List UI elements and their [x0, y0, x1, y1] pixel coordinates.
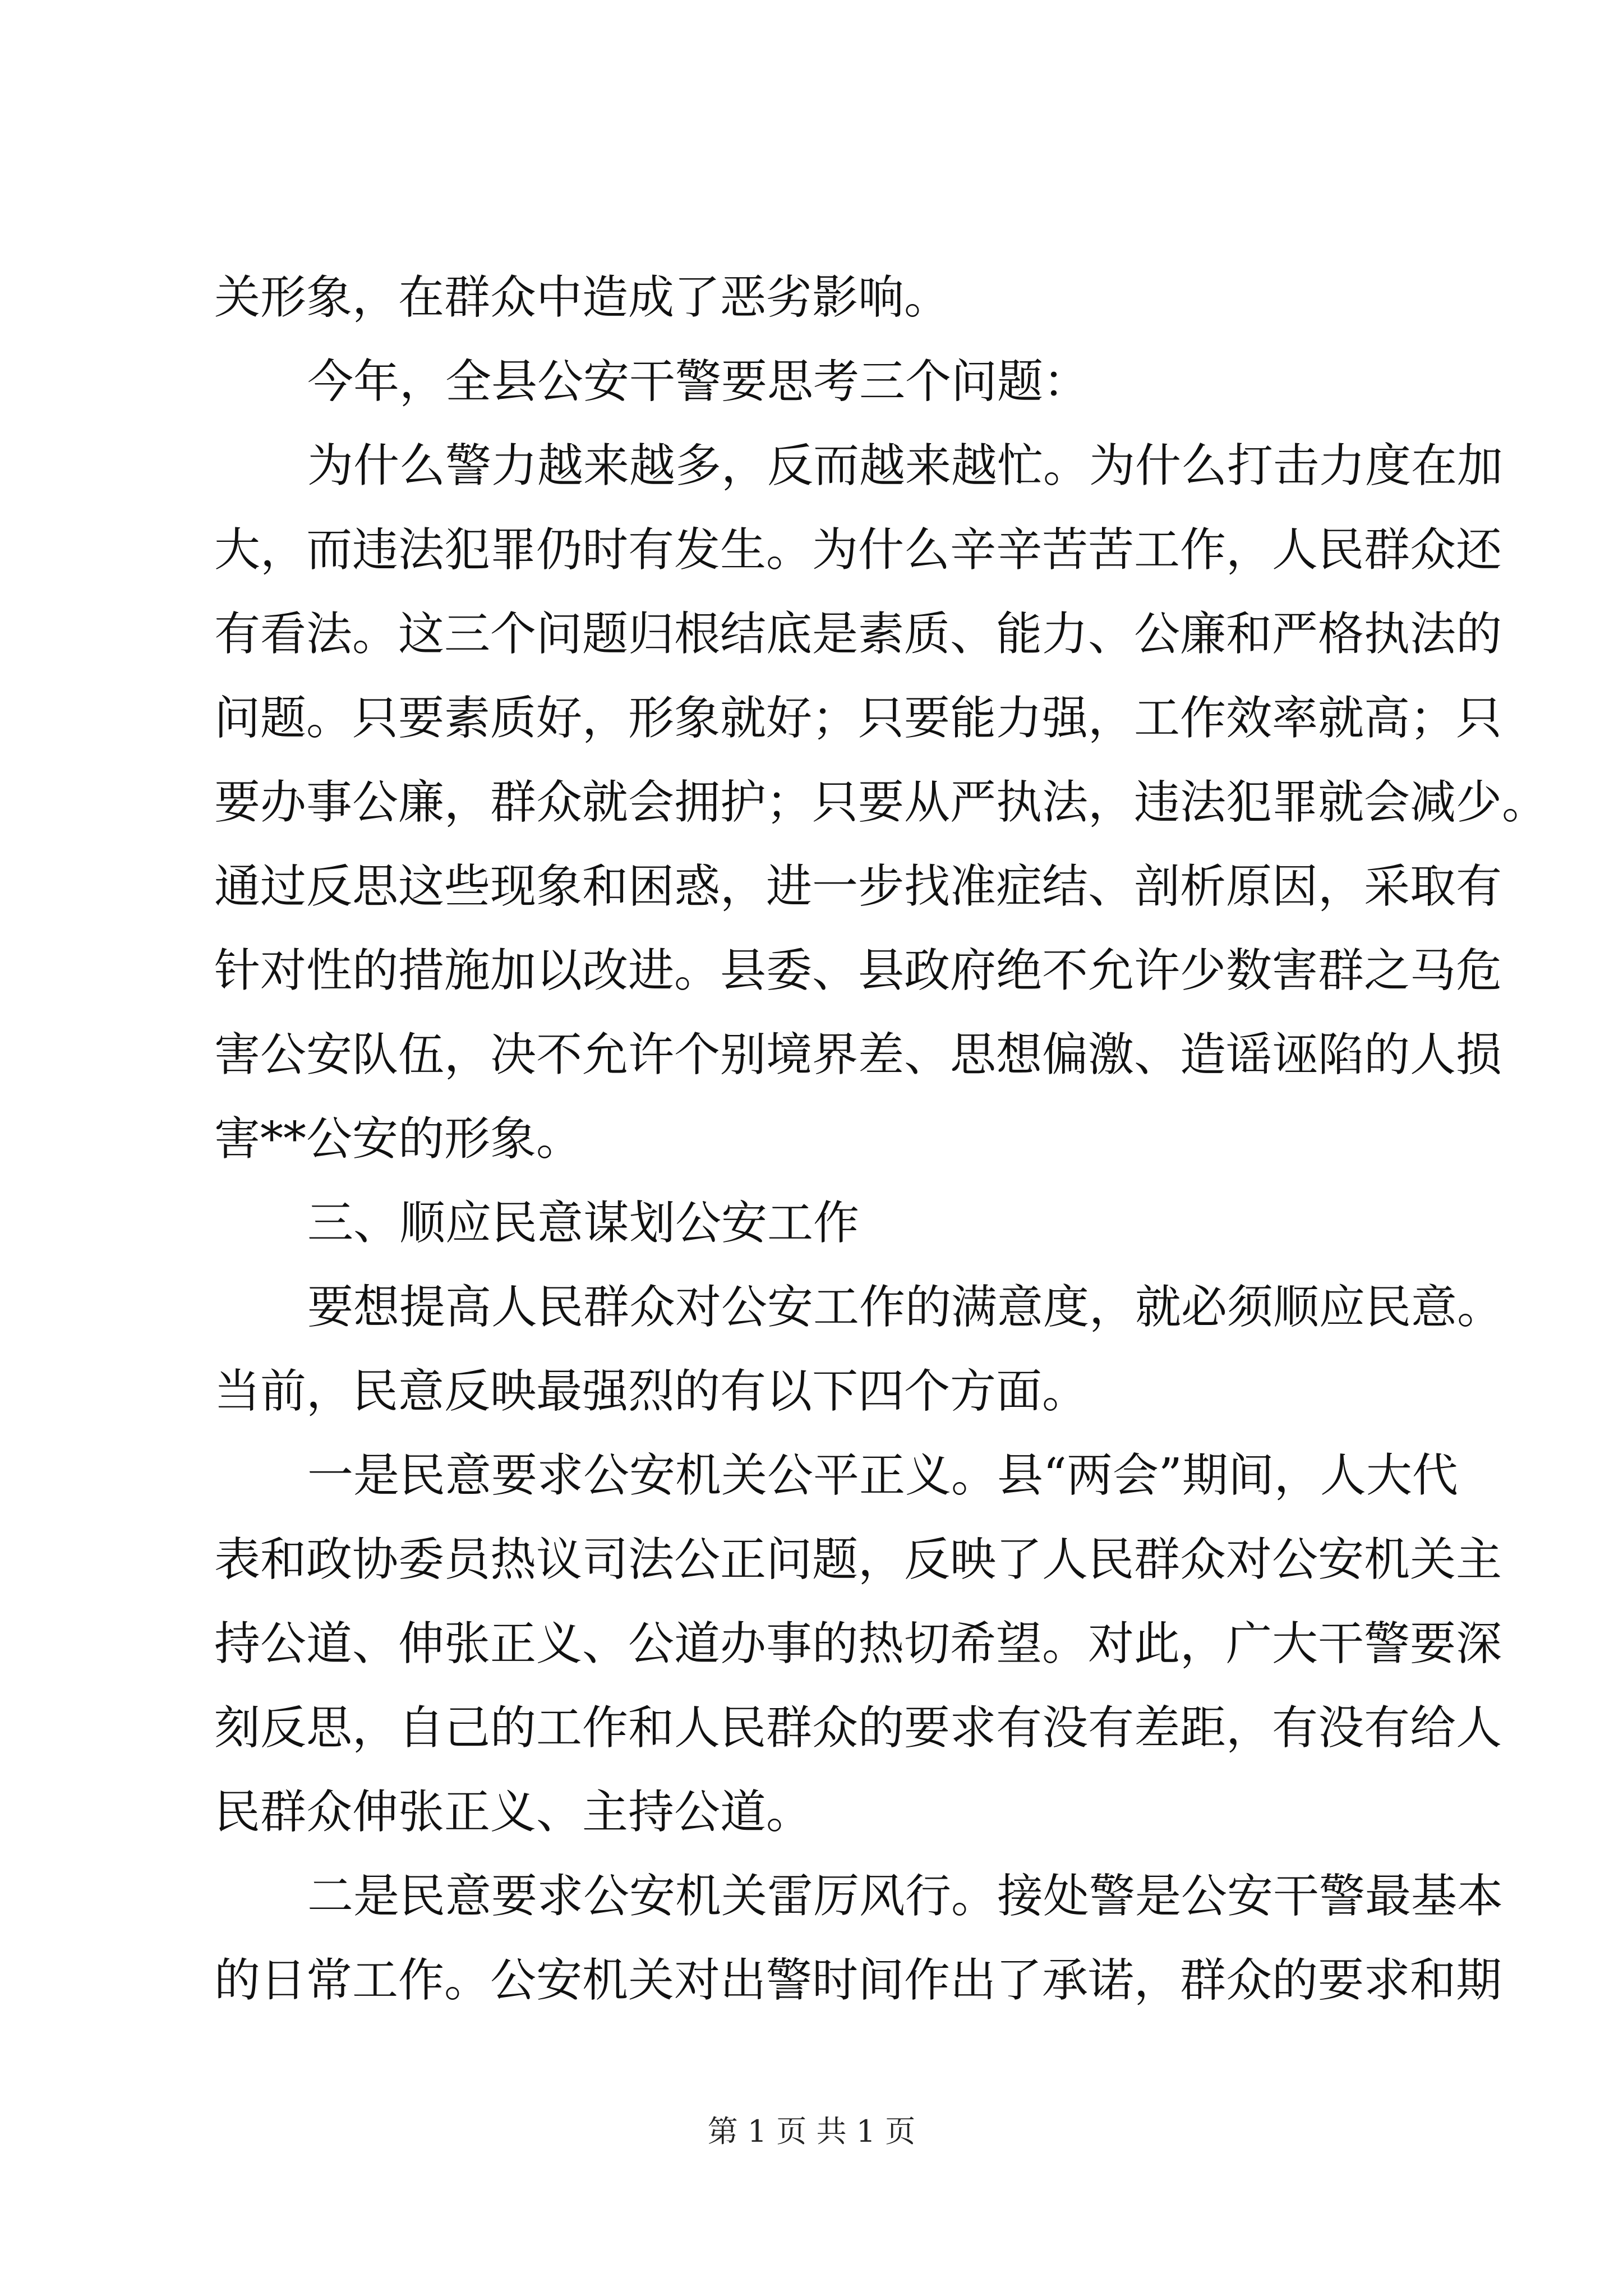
text-line: 通过反思这些现象和困惑，进一步找准症结、剖析原因，采取有	[214, 860, 1502, 913]
text-line: 持公道、伸张正义、公道办事的热切希望。对此，广大干警要深	[214, 1617, 1502, 1671]
section-heading: 三、顺应民意谋划公安工作	[307, 1197, 860, 1250]
paragraph-start-line: 为什么警力越来越多，反而越来越忙。为什么打击力度在加	[307, 439, 1504, 493]
text-line: 要办事公廉，群众就会拥护；只要从严执法，违法犯罪就会减少。	[214, 776, 1548, 829]
text-line: 有看法。这三个问题归根结底是素质、能力、公廉和严格执法的	[214, 608, 1502, 661]
text-line: 表和政协委员热议司法公正问题，反映了人民群众对公安机关主	[214, 1533, 1502, 1586]
page-number-footer: 第 1 页 共 1 页	[707, 2114, 916, 2149]
text-line: 大，而违法犯罪仍时有发生。为什么辛辛苦苦工作，人民群众还	[214, 523, 1502, 577]
text-line: 的日常工作。公安机关对出警时间作出了承诺，群众的要求和期	[214, 1954, 1502, 2007]
text-line: 针对性的措施加以改进。县委、县政府绝不允许少数害群之马危	[214, 944, 1502, 997]
text-line: 害公安队伍，决不允许个别境界差、思想偏激、造谣诬陷的人损	[214, 1028, 1502, 1082]
paragraph-start-line: 一是民意要求公安机关公平正义。县“两会”期间，人大代	[307, 1449, 1458, 1502]
text-line: 民群众伸张正义、主持公道。	[214, 1786, 813, 1839]
text-line: 害**公安的形象。	[214, 1112, 583, 1166]
text-line: 关形象，在群众中造成了恶劣影响。	[214, 271, 951, 324]
document-body	[214, 256, 1548, 2023]
text-line: 刻反思，自己的工作和人民群众的要求有没有差距，有没有给人	[214, 1701, 1502, 1755]
paragraph-start-line: 要想提高人民群众对公安工作的满意度，就必须顺应民意。	[307, 1281, 1504, 1334]
text-line: 当前，民意反映最强烈的有以下四个方面。	[214, 1365, 1089, 1418]
paragraph-start-line: 二是民意要求公安机关雷厉风行。接处警是公安干警最基本	[307, 1870, 1504, 1923]
paragraph-start-line: 今年，全县公安干警要思考三个问题：	[307, 355, 1090, 408]
text-line: 问题。只要素质好，形象就好；只要能力强，工作效率就高；只	[214, 692, 1502, 745]
